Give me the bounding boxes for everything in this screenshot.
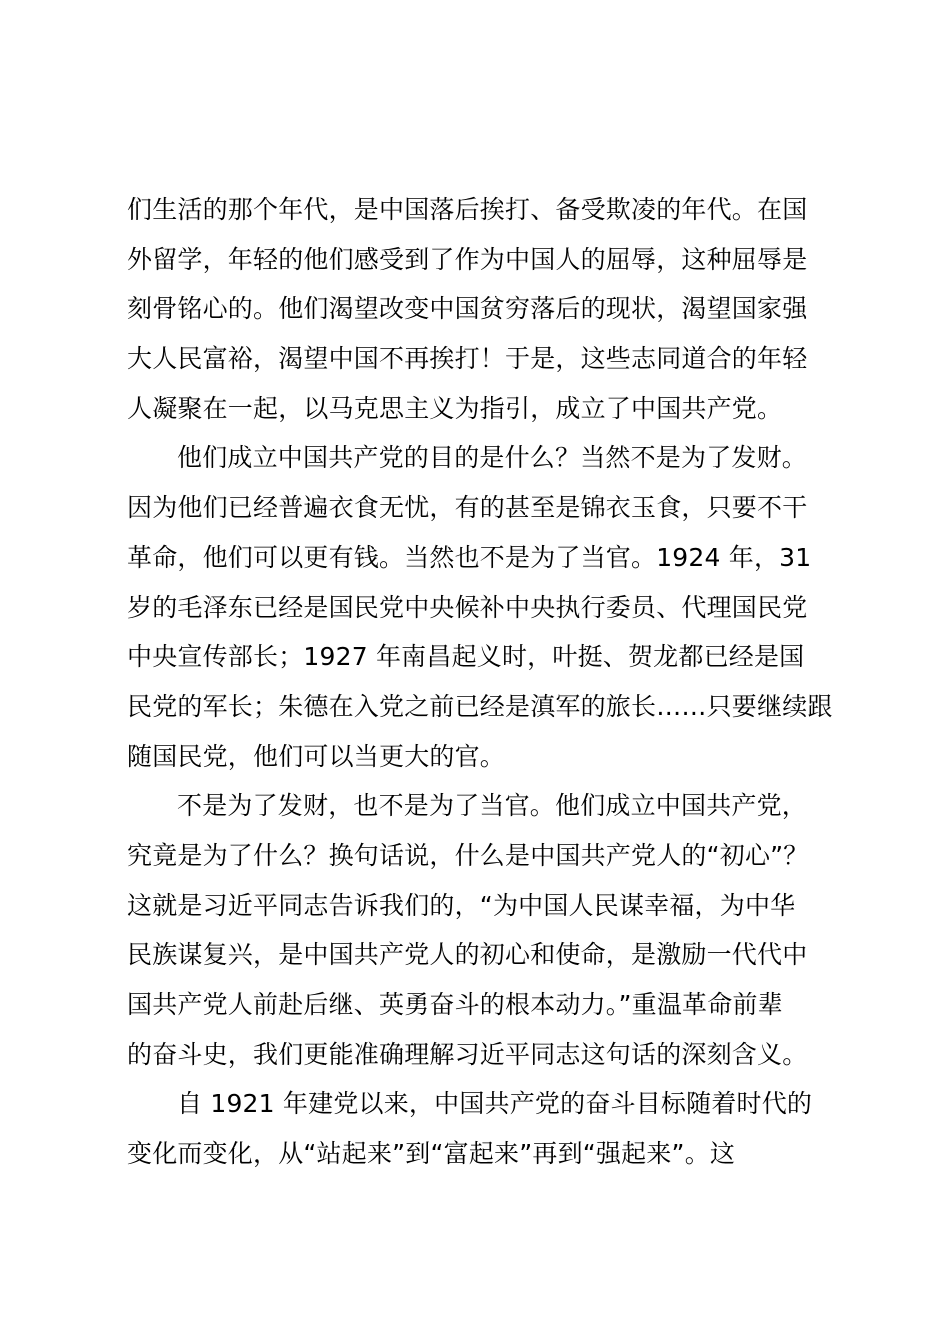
- paragraph-start-line: 不是为了发财，也不是为了当官。他们成立中国共产党，: [177, 791, 808, 821]
- text-line: 的奋斗史，我们更能准确理解习近平同志这句话的深刻含义。: [127, 1039, 808, 1069]
- text-line: 随国民党，他们可以当更大的官。: [127, 741, 506, 771]
- text-line: 岁的毛泽东已经是国民党中央候补中央执行委员、代理国民党: [127, 592, 808, 622]
- text-line: 因为他们已经普遍衣食无忧，有的甚至是锦衣玉食，只要不干: [127, 493, 808, 523]
- text-line: 刻骨铭心的。他们渴望改变中国贫穷落后的现状，渴望国家强: [127, 294, 808, 324]
- text-line: 外留学，年轻的他们感受到了作为中国人的屈辱，这种屈辱是: [127, 244, 808, 274]
- paragraph-start-line: 自 1921 年建党以来，中国共产党的奋斗目标随着时代的: [177, 1089, 813, 1119]
- text-line: 变化而变化，从“站起来”到“富起来”再到“强起来”。这: [127, 1139, 736, 1169]
- text-line: 民党的军长；朱德在入党之前已经是滇军的旅长……只要继续跟: [127, 691, 833, 721]
- text-line: 民族谋复兴，是中国共产党人的初心和使命，是激励一代代中: [127, 940, 808, 970]
- text-line: 革命，他们可以更有钱。当然也不是为了当官。1924 年，31: [127, 542, 812, 572]
- text-line: 大人民富裕，渴望中国不再挨打！于是，这些志同道合的年轻: [127, 344, 808, 374]
- body-text: [127, 185, 887, 1179]
- text-line: 们生活的那个年代，是中国落后挨打、备受欺凌的年代。在国: [127, 195, 808, 224]
- paragraph-start-line: 他们成立中国共产党的目的是什么？当然不是为了发财。: [177, 443, 808, 473]
- text-line: 国共产党人前赴后继、英勇奋斗的根本动力。”重温革命前辈: [127, 990, 783, 1019]
- text-line: 中央宣传部长；1927 年南昌起义时，叶挺、贺龙都已经是国: [127, 642, 805, 672]
- text-line: 人凝聚在一起，以马克思主义为指引，成立了中国共产党。: [127, 393, 783, 423]
- text-line: 这就是习近平同志告诉我们的，“为中国人民谋幸福，为中华: [127, 890, 796, 920]
- text-line: 究竟是为了什么？换句话说，什么是中国共产党人的“初心”？: [127, 840, 809, 870]
